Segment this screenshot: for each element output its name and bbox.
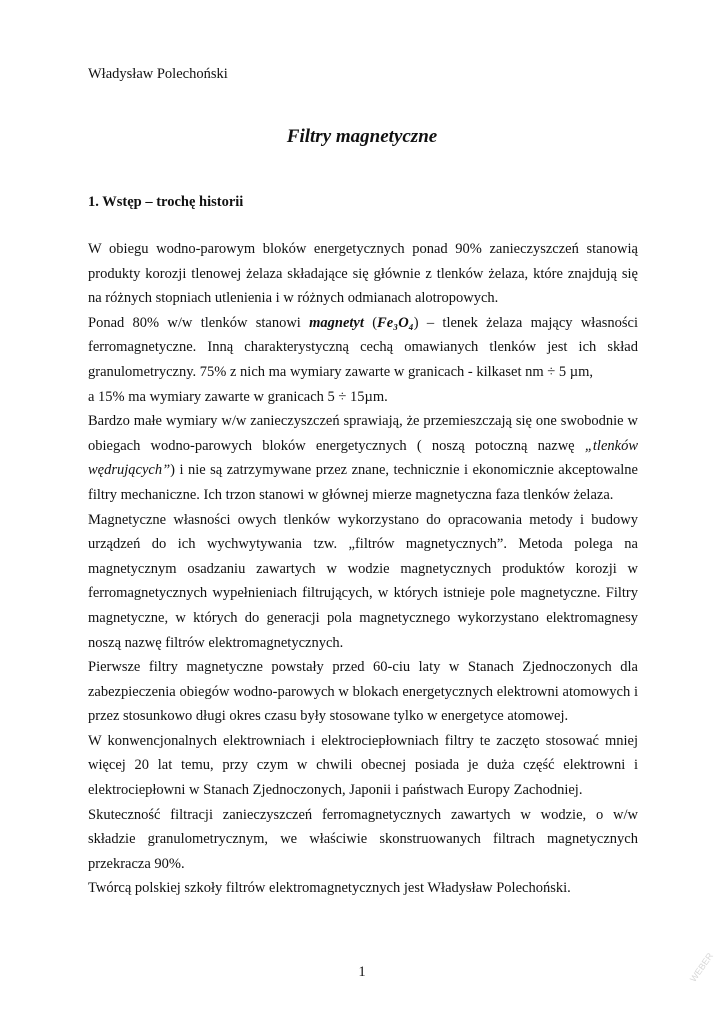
- paragraph-7: W konwencjonalnych elektrowniach i elektrociepłowniach filtry te zaczęto stosować mniej więcej 20 lat temu, przy czym w chwili obecnej posiada je duża część elektrowni i elektrociepłowni w Stanach Zjednoczonych, Japonii i państwach Europy Zachodniej.: [88, 732, 638, 799]
- paragraph-8: Skuteczność filtracji zanieczyszczeń ferromagnetycznych zawartych w wodzie, o w/w składzie granulometrycznym, we właściwie skonstruowanych filtrach magnetycznych przekracza 90%.: [88, 806, 638, 872]
- paragraph-2-before: Ponad 80% w/w tlenków stanowi: [88, 314, 310, 331]
- paragraph-2-mid: (: [363, 314, 378, 331]
- paragraph-1: W obiegu wodno-parowym bloków energetycznych ponad 90% zanieczyszczeń stanowią produkty korozji tlenowej żelaza składające się głównie z tlenków żelaza, które znajdują się na różnych stopniach utlenienia i w różnych odmianach alotropowych.: [88, 241, 638, 307]
- chemical-formula: Fe₃O₄: [377, 314, 414, 331]
- page-number: 1: [358, 964, 366, 980]
- paragraph-5: Magnetyczne własności owych tlenków wykorzystano do opracowania metody i budowy urządzeń do ich wychwytywania tzw. „filtrów magnetycznych”. Metoda polega na magnetycznym osadzaniu zawartych w wodzie magnetycznych produktów korozji w ferromagnetycznych wypełnieniach filtrujących, w których istnieje pole magnetyczne. Filtry magnetyczne, w których do generacji pola magnetycznego wykorzystano elektromagnesy noszą nazwę filtrów elektromagnetycznych.: [88, 511, 638, 651]
- paragraph-4-italic: „tlenków wędrujących”: [88, 437, 638, 479]
- paragraph-4-after: ) i nie są zatrzymywane przez znane, technicznie i ekonomicznie akceptowalne filtry mechaniczne. Ich trzon stanowi w głównej mierze magnetyczna faza tlenków żelaza.: [88, 462, 638, 503]
- paragraph-4: [88, 409, 638, 507]
- body-text: [88, 237, 638, 901]
- watermark: WEBER: [688, 950, 716, 984]
- paragraph-2: [88, 311, 638, 385]
- paragraph-2-after: ) – tlenek żelaza mający własności ferromagnetyczne. Inną charakterystyczną cechą omawianych tlenków jest ich skład granulometryczny. 75% z nich ma wymiary zawarte w granicach - kilkaset nm ÷ 5 µm,: [88, 314, 639, 380]
- section-heading: 1. Wstęp – trochę historii: [88, 194, 244, 210]
- paragraph-6: Pierwsze filtry magnetyczne powstały przed 60-ciu laty w Stanach Zjednoczonych dla zabezpieczenia obiegów wodno-parowych w blokach energetycznych elektrowni atomowych i przez stosunkowo długi okres czasu były stosowane tylko w energetyce atomowej.: [88, 659, 638, 725]
- paragraph-9: Twórcą polskiej szkoły filtrów elektromagnetycznych jest Władysław Polechoński.: [88, 880, 571, 897]
- paragraph-3: a 15% ma wymiary zawarte w granicach 5 ÷ 15µm.: [88, 388, 388, 405]
- document-title: Filtry magnetyczne: [286, 126, 438, 147]
- paragraph-4-before: Bardzo małe wymiary w/w zanieczyszczeń sprawiają, że przemieszczają się one swobodnie w obiegach wodno-parowych bloków energetycznych ( noszą potoczną nazwę: [88, 413, 638, 454]
- author-name: Władysław Polechoński: [88, 66, 228, 82]
- term-magnetyt: magnetyt: [309, 314, 364, 331]
